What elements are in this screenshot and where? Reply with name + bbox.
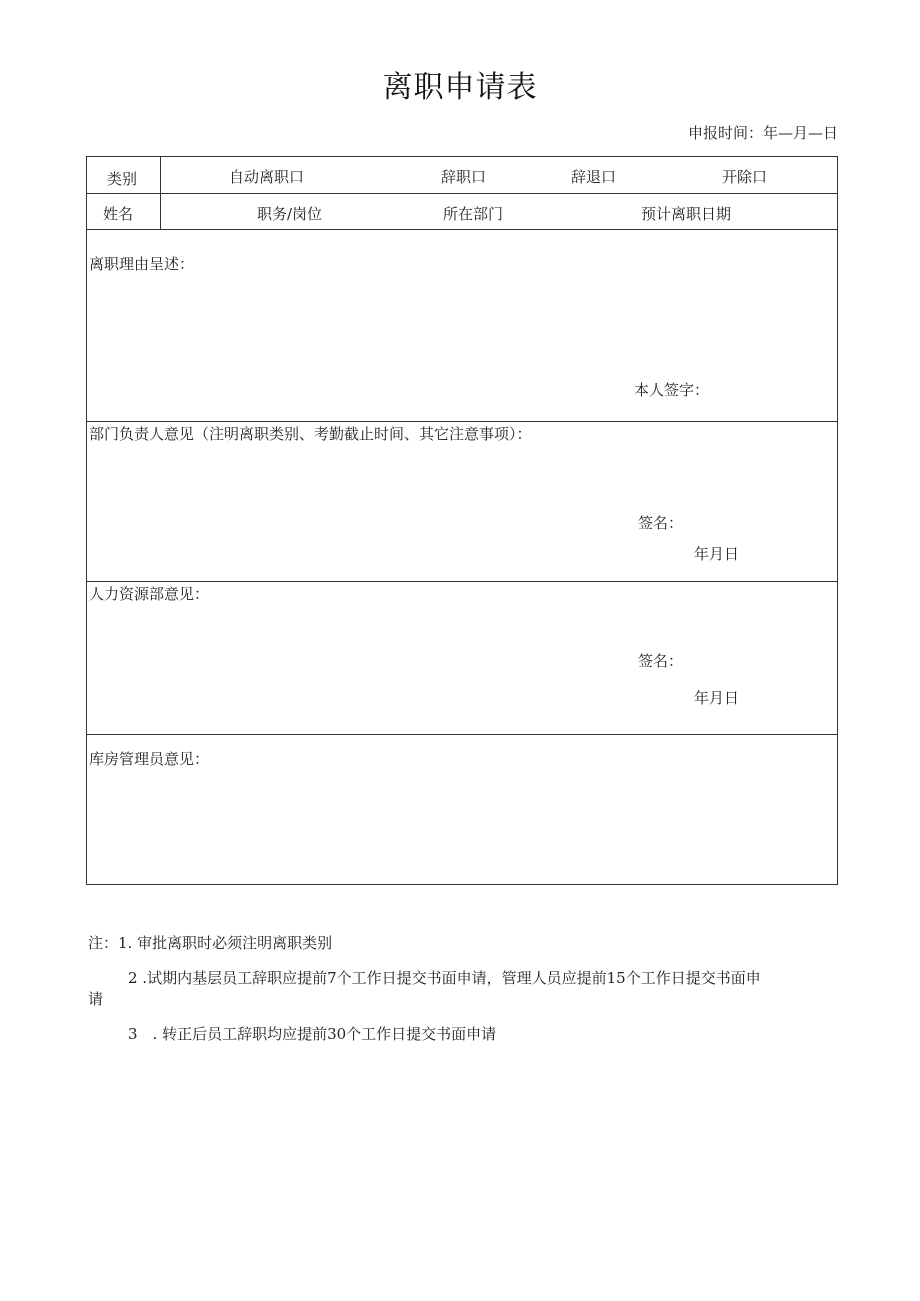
option-voluntary-leave[interactable]: 自动离职口: [229, 168, 305, 186]
label-column-divider: [160, 157, 161, 229]
warehouse-opinion-label: 库房管理员意见：: [89, 750, 210, 768]
note-line-2: 2 .试期内基层员工辞职应提前7个工作日提交书面申请，管理人员应提前15个工作日提交书面申: [128, 969, 761, 987]
row-divider: [87, 229, 837, 230]
section-divider: [87, 421, 837, 422]
note-line-1: 注：1. 审批离职时必须注明离职类别: [88, 934, 333, 952]
resignation-form: [86, 156, 838, 885]
position-field-label: 职务/岗位: [257, 205, 323, 223]
hr-date-label: 年月日: [694, 689, 740, 707]
note-line-2-wrap: 请: [88, 990, 104, 1008]
department-field-label: 所在部门: [443, 205, 504, 223]
applicant-signature-label: 本人签字：: [634, 381, 710, 399]
section-divider: [87, 581, 837, 582]
dept-opinion-label: 部门负责人意见（注明离职类别、考勤截止时间、其它注意事项）：: [89, 425, 532, 443]
dept-date-label: 年月日: [694, 545, 740, 563]
category-label: 类别: [107, 170, 138, 188]
expected-leave-date-label: 预计离职日期: [641, 205, 732, 223]
row-divider: [87, 193, 837, 194]
hr-signature-label: 签名：: [638, 652, 684, 670]
option-resignation[interactable]: 辞职口: [441, 168, 487, 186]
document-title: 离职申请表: [382, 70, 538, 105]
option-expulsion[interactable]: 开除口: [722, 168, 768, 186]
note-line-3: 3 . 转正后员工辞职均应提前30个工作日提交书面申请: [128, 1025, 497, 1043]
hr-opinion-label: 人力资源部意见：: [89, 585, 210, 603]
reason-label: 离职理由呈述：: [89, 255, 195, 273]
dept-signature-label: 签名：: [638, 514, 684, 532]
report-date: 申报时间：年—月—日: [687, 124, 838, 142]
option-dismissal[interactable]: 辞退口: [571, 168, 617, 186]
section-divider: [87, 734, 837, 735]
name-label: 姓名: [103, 205, 134, 223]
